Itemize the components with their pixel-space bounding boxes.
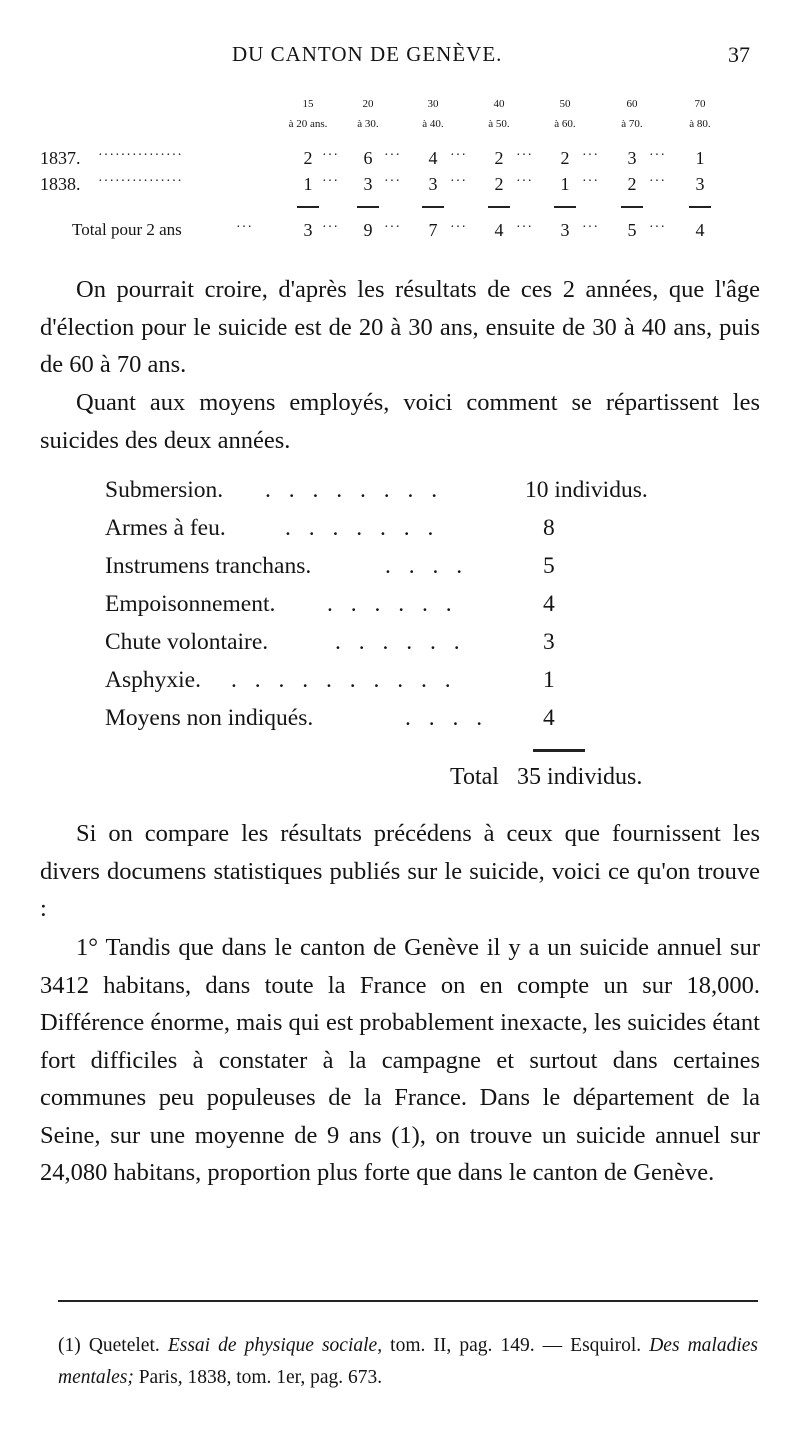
table-cell: 1: [560, 174, 570, 194]
table-row-1838: [40, 174, 770, 200]
dot-leader: ···: [384, 174, 401, 189]
age-column-from: 30: [427, 98, 439, 110]
list-item: [105, 705, 725, 741]
table-cell: 7: [428, 220, 438, 240]
table-cell: 9: [363, 220, 373, 240]
means-count: 5: [543, 553, 555, 579]
dot-leader: . . . . . .: [327, 591, 458, 617]
age-column-from: 60: [626, 98, 638, 110]
means-label: Submersion.: [105, 477, 224, 503]
dot-leader: . . . . . . .: [285, 515, 440, 541]
table-cell: 2: [627, 174, 637, 194]
dot-leader: ···: [516, 220, 533, 235]
dot-leader: ···: [582, 174, 599, 189]
dot-leader: ···: [384, 148, 401, 163]
age-column-from: 50: [559, 98, 571, 110]
dot-leader: ···: [649, 148, 666, 163]
table-row-total: [40, 220, 770, 246]
table-cell: 5: [627, 220, 637, 240]
means-label: Instrumens tranchans.: [105, 553, 312, 579]
sum-rule: [488, 206, 510, 208]
dot-leader: ···: [649, 174, 666, 189]
dot-leader: ···: [450, 220, 467, 235]
sum-rule: [554, 206, 576, 208]
means-label: Armes à feu.: [105, 515, 226, 541]
table-row-1837: [40, 148, 770, 174]
dot-leader: ···: [450, 174, 467, 189]
sum-rule: [297, 206, 319, 208]
dot-leader: . . . . . . . . . .: [231, 667, 457, 693]
list-item: [105, 515, 725, 551]
dot-leader: ···: [516, 174, 533, 189]
dot-leader: ···: [582, 148, 599, 163]
table-cell: 2: [560, 148, 570, 168]
means-count: 3: [543, 629, 555, 655]
sum-rule: [533, 749, 585, 752]
table-cell: 3: [363, 174, 373, 194]
sum-rule: [357, 206, 379, 208]
list-item: [105, 477, 725, 513]
dot-leader: ···: [516, 148, 533, 163]
means-total-value: 35 individus.: [516, 764, 643, 790]
list-item: [105, 553, 725, 589]
dot-leader: ···············: [98, 148, 183, 163]
means-label: Asphyxie.: [105, 667, 201, 693]
total-row-label: Total pour 2 ans: [72, 220, 182, 239]
means-label: Empoisonnement.: [105, 591, 276, 617]
dot-leader: ···············: [98, 174, 183, 189]
table-cell: 3: [303, 220, 313, 240]
means-count: 4: [543, 705, 555, 731]
list-item: [105, 667, 725, 703]
age-column-from: 40: [493, 98, 505, 110]
means-count: 4: [543, 591, 555, 617]
dot-leader: . . . . . .: [335, 629, 466, 655]
footnote-rule: [58, 1300, 758, 1302]
means-count: 8: [543, 515, 555, 541]
paragraph-comparison-intro: Si on compare les résultats précédens à ceux que fournissent les divers documens statistiques publiés sur le suicide, voici ce qu'on trouve :: [40, 820, 760, 922]
dot-leader: ···: [450, 148, 467, 163]
age-column-to: à 70.: [621, 118, 643, 130]
means-total: [450, 764, 642, 791]
age-column-to: à 40.: [422, 118, 444, 130]
table-cell: 2: [494, 174, 504, 194]
sum-rule: [621, 206, 643, 208]
dot-leader: ···: [322, 174, 339, 189]
list-item: [105, 629, 725, 665]
means-count: 1: [543, 667, 555, 693]
age-distribution-table: [40, 98, 770, 258]
table-cell: 3: [627, 148, 637, 168]
paragraph-means-intro: Quant aux moyens employés, voici comment se répartissent les suicides des deux années.: [40, 389, 760, 454]
age-column-to: à 80.: [689, 118, 711, 130]
table-cell: 3: [560, 220, 570, 240]
means-total-label: Total: [450, 764, 499, 790]
footnote: [58, 1330, 758, 1394]
running-title: DU CANTON DE GENÈVE.: [232, 42, 503, 66]
table-cell: 1: [303, 174, 313, 194]
dot-leader: ···: [322, 148, 339, 163]
row-year-label: 1837.: [40, 148, 81, 168]
footnote-author: Quetelet.: [88, 1335, 160, 1356]
paragraph-comparison-point-1: 1° Tandis que dans le canton de Genève il y a un suicide annuel sur 3412 habitans, dans toute la France on en compte un sur 18,000. Différence énorme, mais qui est probablement inexacte, les suicides étant fort difficiles à constater à la campagne et surtout dans certaines communes peu populeuses de la France. Dans le département de la Seine, sur une moyenne de 9 ans (1), on trouve un suicide annuel sur 24,080 habitans, proportion plus forte que dans le canton de Genève.: [40, 934, 760, 1186]
row-year-label: 1838.: [40, 174, 81, 194]
means-label: Chute volontaire.: [105, 629, 269, 655]
age-column-from: 15: [302, 98, 314, 110]
table-cell: 1: [695, 148, 705, 168]
table-cell: 2: [494, 148, 504, 168]
age-column-to: à 60.: [554, 118, 576, 130]
age-column-to: à 20 ans.: [288, 118, 328, 130]
dot-leader: ···: [582, 220, 599, 235]
means-count: 10 individus.: [525, 477, 648, 503]
sum-rule: [689, 206, 711, 208]
running-head: [200, 42, 750, 72]
dot-leader: . . . .: [405, 705, 489, 731]
footnote-marker: (1): [58, 1335, 81, 1356]
paragraph-age-conclusion: On pourrait croire, d'après les résultats de ces 2 années, que l'âge d'élection pour le suicide est de 20 à 30 ans, ensuite de 30 à 40 ans, puis de 60 à 70 ans.: [40, 276, 760, 378]
list-item: [105, 591, 725, 627]
footnote-reference: Paris, 1838, tom. 1er, pag. 673.: [138, 1367, 383, 1388]
dot-leader: ···: [322, 220, 339, 235]
table-cell: 6: [363, 148, 373, 168]
dot-leader: ···: [649, 220, 666, 235]
footnote-work-title: Essai de physique sociale,: [167, 1335, 383, 1356]
dot-leader: . . . . . . . .: [265, 477, 444, 503]
table-cell: 3: [428, 174, 438, 194]
dot-leader: ···: [384, 220, 401, 235]
sum-rule: [422, 206, 444, 208]
age-column-to: à 50.: [488, 118, 510, 130]
age-column-from: 70: [694, 98, 706, 110]
footnote-work-title: Des maladies mentales;: [58, 1335, 759, 1388]
age-column-from: 20: [362, 98, 374, 110]
dot-leader: ···: [236, 220, 253, 235]
table-cell: 4: [428, 148, 438, 168]
table-cell: 2: [303, 148, 313, 168]
table-cell: 4: [695, 220, 705, 240]
dot-leader: . . . .: [385, 553, 469, 579]
table-cell: 4: [494, 220, 504, 240]
page-number: 37: [728, 42, 750, 67]
age-column-to: à 30.: [357, 118, 379, 130]
footnote-reference: tom. II, pag. 149. — Esquirol.: [390, 1335, 642, 1356]
table-cell: 3: [695, 174, 705, 194]
means-label: Moyens non indiqués.: [105, 705, 314, 731]
